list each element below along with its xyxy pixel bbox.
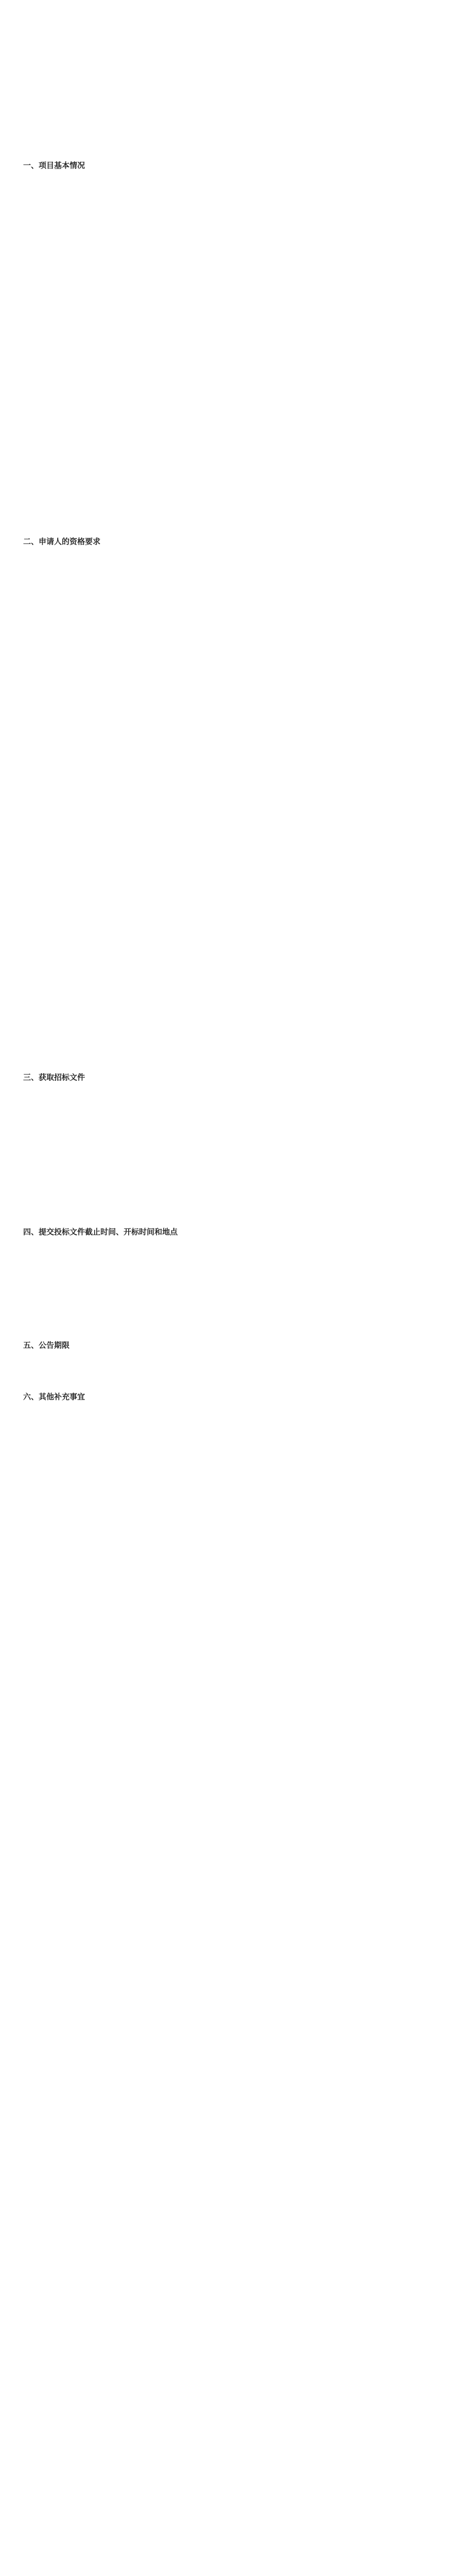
section-heading-3: 三、获取招标文件 [23, 1073, 85, 1082]
section-heading-6: 六、其他补充事宜 [23, 1392, 85, 1401]
document-header [23, 18, 445, 19]
section-heading-1: 一、项目基本情况 [23, 161, 85, 170]
section-heading-4: 四、提交投标文件截止时间、开标时间和地点 [23, 1227, 178, 1236]
section-heading-5: 五、公告期限 [23, 1341, 70, 1350]
section-heading-2: 二、申请人的资格要求 [23, 537, 101, 546]
